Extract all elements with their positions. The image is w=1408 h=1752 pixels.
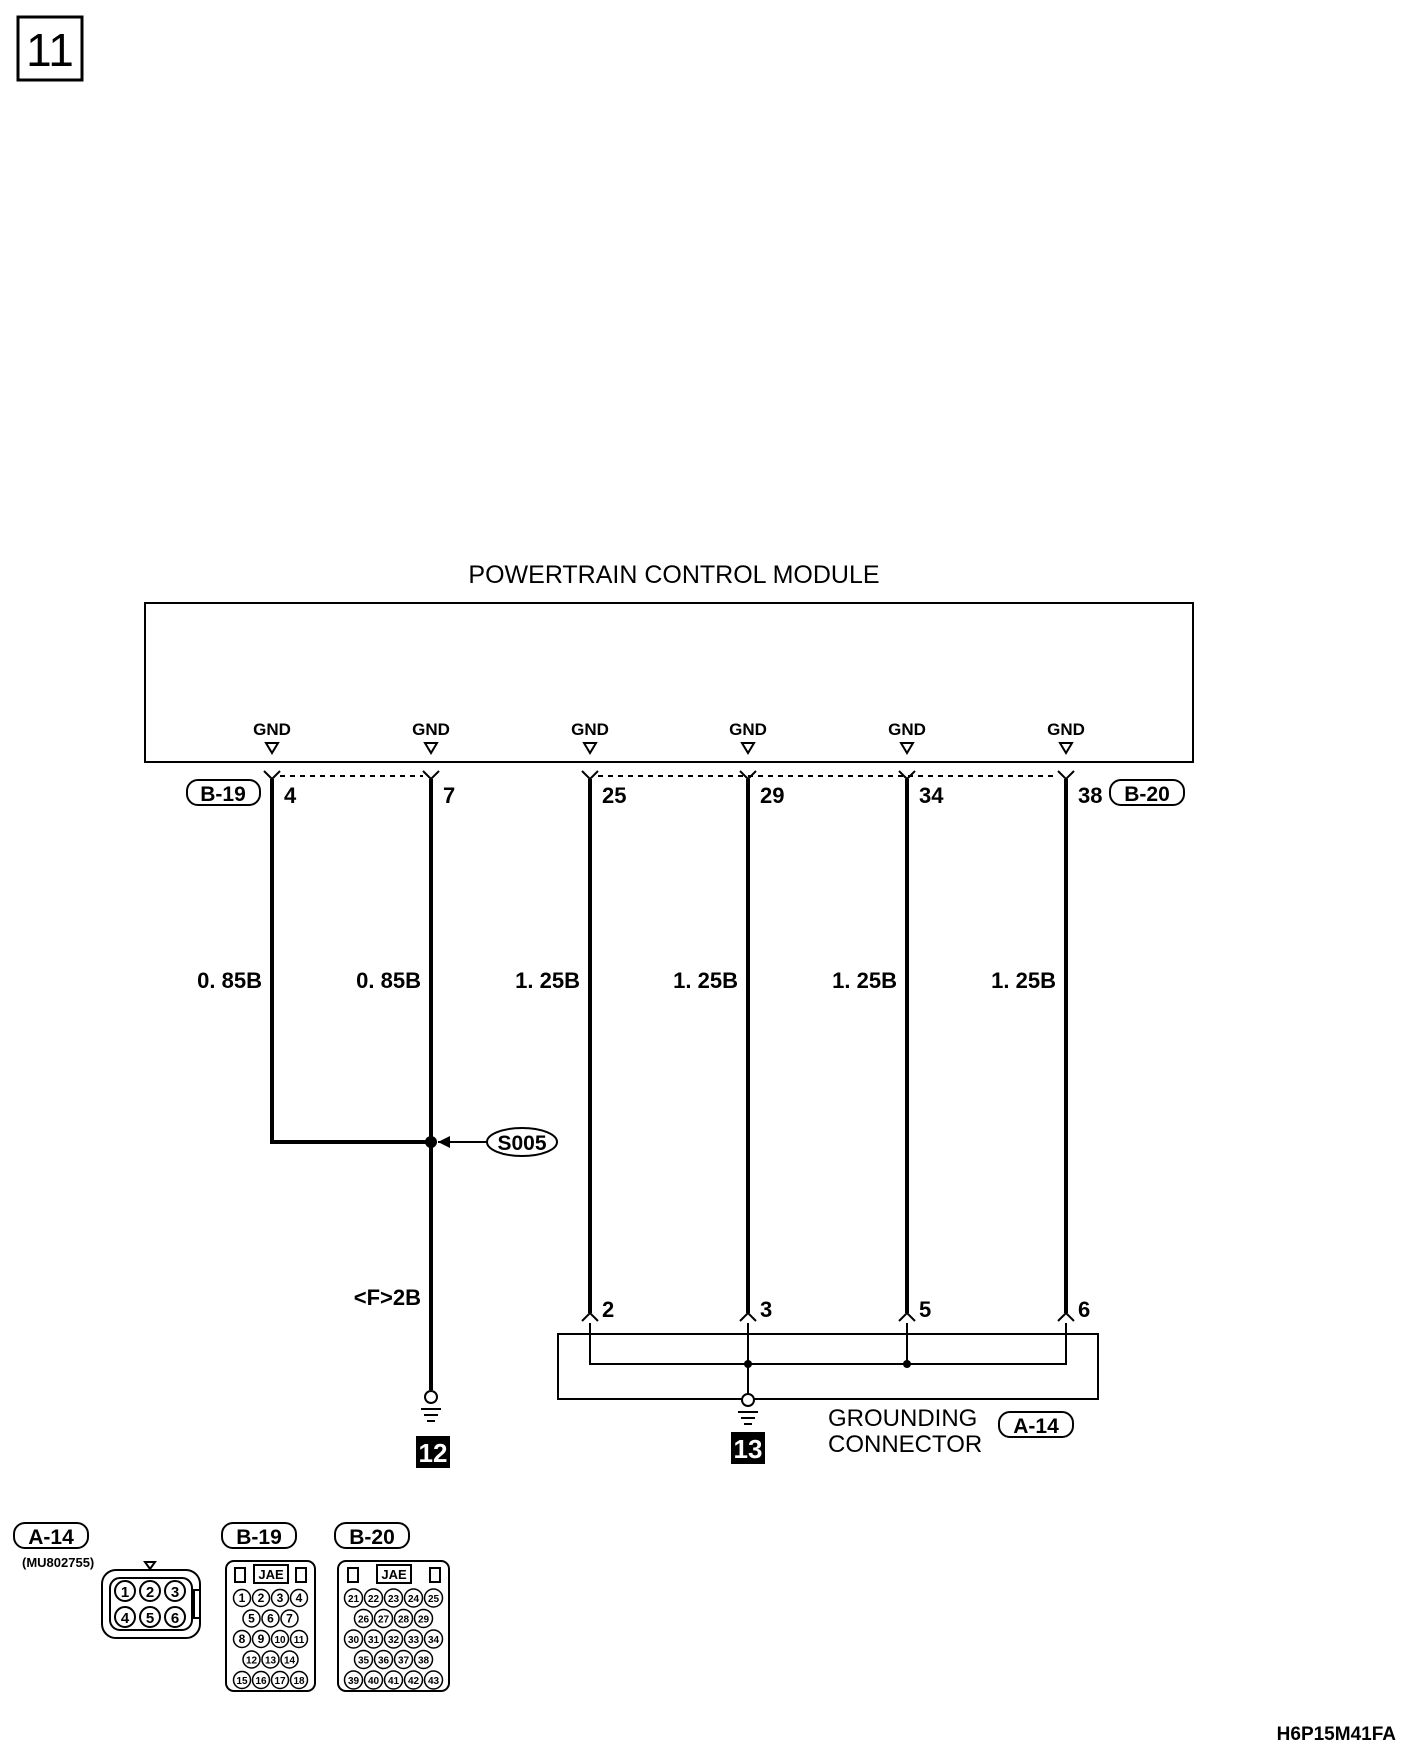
b19-pin-label: 16 [255,1676,267,1687]
b19-pin-grid [234,1590,308,1689]
gnd-triangle-icon [742,743,754,753]
pin-number: 34 [919,783,944,808]
b19-pin-label: 9 [257,1632,265,1646]
b20-pin-label: 40 [367,1676,380,1687]
key-triangle-icon [145,1562,155,1569]
b19-pin-label: 4 [295,1591,303,1605]
b20-pin-label: 23 [387,1594,400,1605]
ground-terminal-icon [742,1394,754,1406]
a14-pin: 4 [120,1610,130,1627]
b19-pin-label: 10 [274,1635,286,1646]
bus-junction-dot [903,1360,911,1368]
legend-b20-jae: JAE [381,1567,407,1582]
legend-a14 [14,1523,200,1638]
b20-pin-label: 29 [417,1614,430,1626]
a14-pin: 1 [120,1584,130,1601]
b20-pin-label: 39 [347,1676,360,1687]
wire-size: 0. 85B [197,968,262,993]
b19-pin-label: 8 [238,1632,246,1646]
grounding-connector-label-1: GROUNDING [828,1405,978,1432]
gnd-triangle-icon [901,743,913,753]
gnd-triangle-icon [266,743,278,753]
b20-pin-label: 30 [347,1635,360,1646]
splice-arrowhead-icon [438,1136,450,1148]
b20-pin-label: 24 [407,1594,420,1605]
b20-pin-label: 26 [357,1614,370,1626]
wire-size: 0. 85B [356,968,421,993]
pin-number: 7 [443,783,456,808]
b20-pin-label: 27 [377,1614,390,1626]
b19-pin-label: 2 [257,1591,265,1605]
page-number: 11 [26,24,74,76]
b20-pin-label: 33 [407,1635,420,1646]
b20-pin-label: 36 [377,1655,390,1667]
splice-dot [425,1136,437,1148]
powertrain-control-module-box [145,603,1193,762]
gnd-label: GND [888,720,926,739]
module-title: POWERTRAIN CONTROL MODULE [468,561,880,589]
gnd-label: GND [729,720,767,739]
b20-pin-label: 22 [367,1594,380,1605]
figure-code: H6P15M41FA [1276,1724,1396,1745]
b19-pin-label: 18 [293,1676,305,1687]
legend-b19-label: B-19 [236,1526,282,1549]
b19-pin-label: 7 [286,1611,293,1626]
legend-a14-part-number: (MU802755) [22,1555,95,1570]
b20-pin-label: 32 [387,1635,400,1646]
b20-pin-label: 31 [367,1635,380,1646]
wire-size: 1. 25B [515,968,580,993]
b19-pin-label: 17 [274,1676,286,1687]
b20-pin-label: 38 [417,1655,430,1667]
gnd-label: GND [1047,720,1085,739]
grounding-pin-number: 2 [602,1297,615,1322]
b20-pin-label: 28 [397,1614,410,1626]
b19-pin-label: 3 [276,1591,284,1605]
gnd-label: GND [571,720,609,739]
b20-pin-grid [345,1589,443,1689]
pin-number: 29 [760,783,785,808]
b19-pin-label: 11 [293,1635,305,1646]
ground-point-12: 12 [418,1438,448,1468]
b20-pin-label: 37 [397,1655,410,1667]
gnd-label: GND [253,720,291,739]
gnd-triangle-icon [425,743,437,753]
b19-pin-label: 5 [248,1611,255,1626]
grounding-connector-label-2: CONNECTOR [828,1431,983,1458]
a14-pin: 2 [145,1584,155,1601]
wire-size: 1. 25B [991,968,1056,993]
b20-pin-label: 43 [427,1676,440,1687]
legend-a14-label: A-14 [28,1526,74,1549]
a14-pin: 5 [145,1610,155,1627]
a14-pin: 6 [170,1610,180,1627]
pin-number: 25 [602,783,627,808]
wire-size: 1. 25B [673,968,738,993]
b19-pin-label: 15 [236,1676,248,1687]
ground-point-13: 13 [733,1434,763,1464]
legend-b20-label: B-20 [349,1526,395,1549]
gnd-triangle-icon [1060,743,1072,753]
a14-pin: 3 [170,1584,180,1601]
b19-pin-label: 13 [264,1655,277,1667]
b19-pin-label: 12 [245,1655,258,1667]
a14-connector-label: A-14 [1013,1415,1059,1438]
b20-pin-label: 41 [387,1676,400,1687]
wire-pin-4 [272,779,431,1142]
legend-b19 [222,1523,315,1691]
b20-connector-label: B-20 [1124,783,1170,806]
pin-number: 4 [284,783,297,808]
b20-pin-label: 21 [347,1594,360,1605]
grounding-connector-box [558,1334,1098,1399]
bus-junction-dot [744,1360,752,1368]
ground-terminal-icon [425,1391,437,1403]
gnd-triangle-icon [584,743,596,753]
splice-label: S005 [497,1132,547,1155]
gnd-terminals [253,720,1085,753]
b19-connector-label: B-19 [200,783,246,806]
ground-wire-label: <F>2B [353,1285,421,1310]
grounding-pin-number: 6 [1078,1297,1091,1322]
b19-pin-label: 1 [238,1591,246,1605]
b20-pin-label: 25 [427,1594,440,1605]
b20-pin-label: 34 [427,1635,440,1646]
b20-pin-label: 42 [407,1676,420,1687]
pin-number: 38 [1078,783,1103,808]
gnd-label: GND [412,720,450,739]
b20-pin-label: 35 [357,1655,370,1667]
legend-b20 [335,1523,449,1691]
legend-b19-jae: JAE [258,1567,284,1582]
wire-size: 1. 25B [832,968,897,993]
b19-pin-label: 6 [267,1611,274,1626]
grounding-pin-number: 5 [919,1297,932,1322]
b19-pin-label: 14 [283,1655,296,1667]
grounding-pin-number: 3 [760,1297,773,1322]
